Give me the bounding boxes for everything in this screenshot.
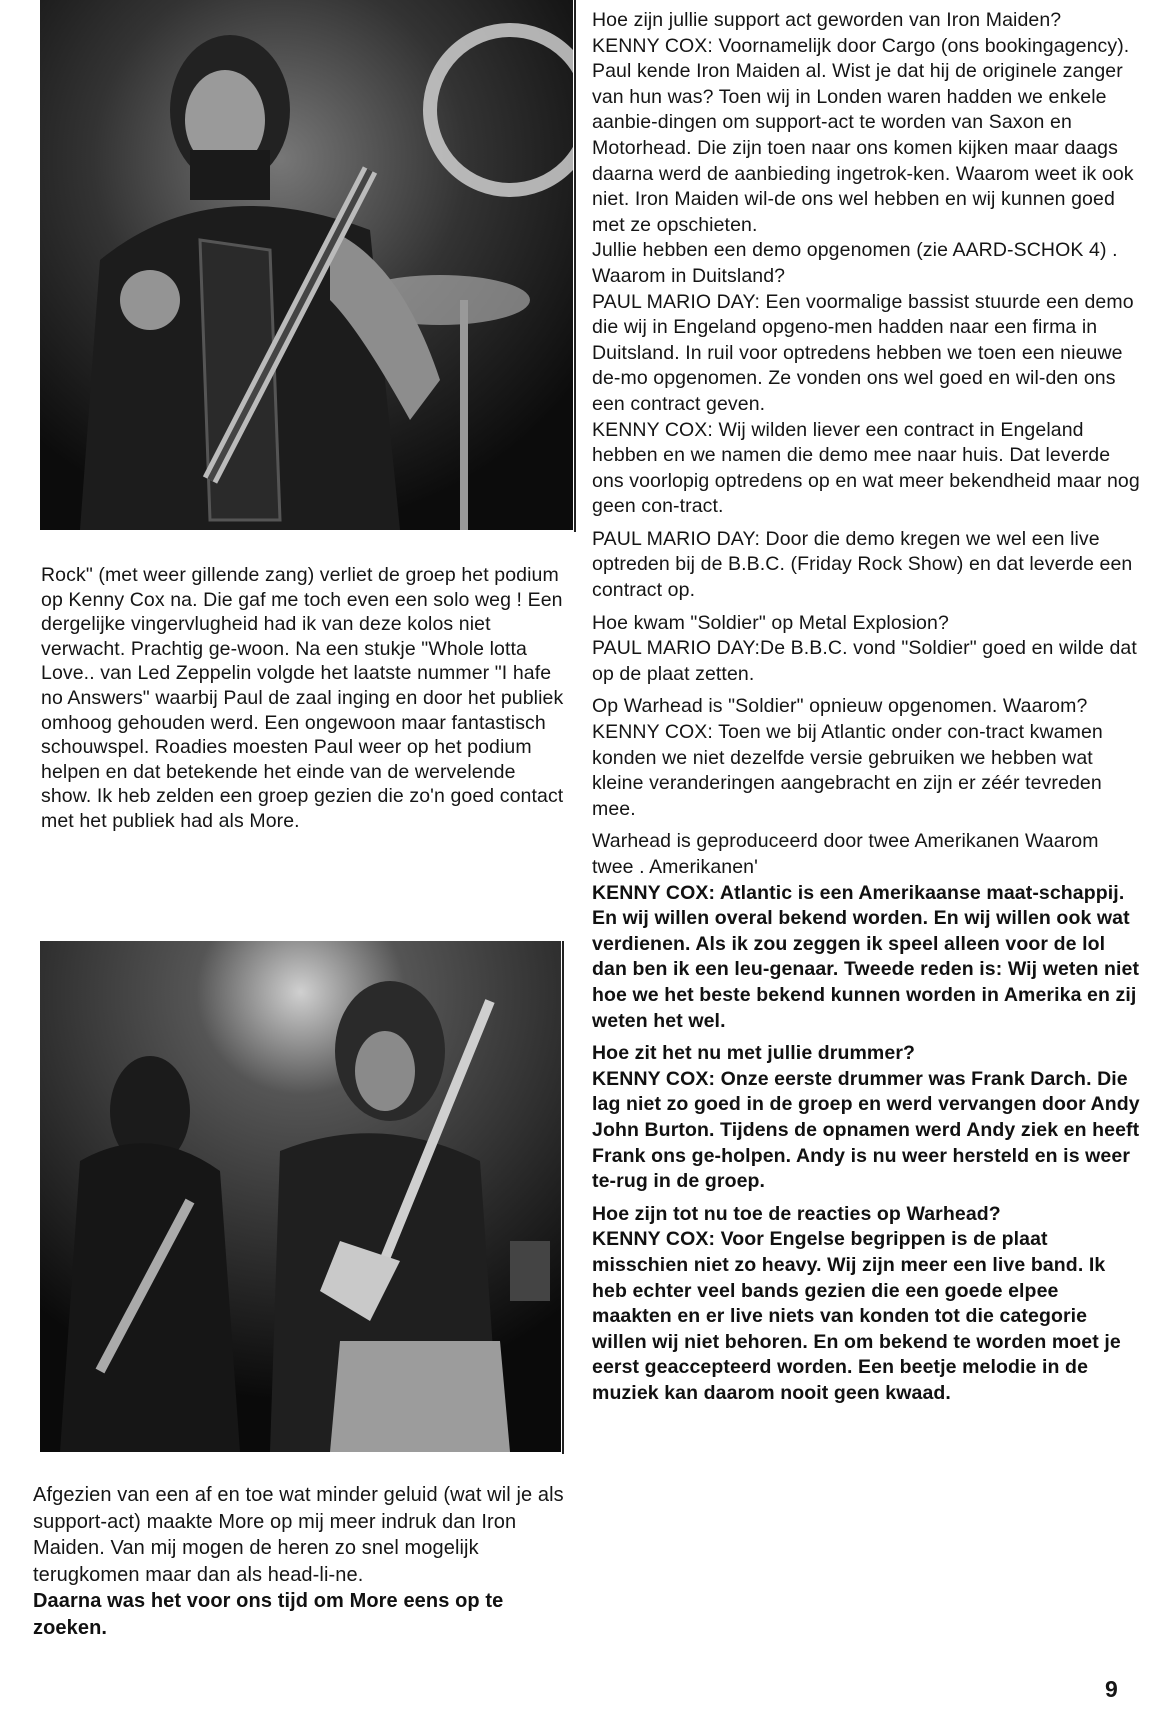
column-divider <box>574 0 576 532</box>
interview-question: Hoe zit het nu met jullie drummer? <box>592 1042 916 1065</box>
conclusion-closing-line: Daarna was het voor ons tijd om More eens op te zoeken. <box>33 1590 504 1639</box>
article-conclusion <box>33 1482 565 1641</box>
interview-answer: KENNY COX: Toen we bij Atlantic onder con-tract kwamen konden we niet dezelfde versie gebruiken we hebben wat kleine veranderingen aangebracht en zijn er zéér tevreden mee. <box>592 721 1103 820</box>
page-number: 9 <box>1105 1676 1118 1702</box>
article-paragraph-review <box>41 563 566 834</box>
conclusion-paragraph: Afgezien van een af en toe wat minder geluid (wat wil je als support-act) maakte More op mij meer indruk dan Iron Maiden. Van mij mogen de heren zo snel mogelijk terugkomen maar dan als head-li-ne. <box>33 1484 564 1586</box>
interview-question: Hoe kwam "Soldier" op Metal Explosion? <box>592 611 949 634</box>
interview-question: Jullie hebben een demo opgenomen (zie AARD-SCHOK 4) . Waarom in Duitsland? <box>592 239 1118 287</box>
interview-answer: PAUL MARIO DAY: Door die demo kregen we wel een live optreden bij de B.B.C. (Friday Rock Show) en dat leverde een contract op. <box>592 527 1133 602</box>
interview-answer: KENNY COX: Atlantic is een Amerikaanse maat-schappij. En wij willen overal bekend worden. En wij willen ook wat verdienen. Als ik zou zeggen ik speel alleen voor de lol dan ben ik een leu-genaar. Tweede reden is: Wij weten niet hoe we het beste bekend kunnen worden in Amerika en zij weten het wel. <box>592 881 1140 1032</box>
interview-question: Hoe zijn jullie support act geworden van Iron Maiden? <box>592 9 1062 31</box>
interview-column <box>592 8 1142 1406</box>
interview-question: Warhead is geproduceerd door twee Amerikanen Waarom twee . Amerikanen' <box>592 830 1099 878</box>
interview-answer: KENNY COX: Voornamelijk door Cargo (ons bookingagency). Paul kende Iron Maiden al. Wist je dat hij de originele zanger van hun was? Toen wij in Londen waren hadden we enkele aanbie-dingen om support-act te worden van Saxon en Motorhead. Die zijn toen naar ons komen kijken maar daags daarna werd de aanbieding ingetrok-ken. Waarom weet ik ook niet. Iron Maiden wil-de ons wel hebben en wij kunnen goed met ze opschieten. <box>592 34 1134 236</box>
interview-answer: KENNY COX: Onze eerste drummer was Frank Darch. Die lag niet zo goed in de groep en werd vervangen door Andy John Burton. Tijdens de opnamen werd Andy ziek en heeft Frank ons ge-holpen. Andy is nu weer hersteld en is weer te-rug in de groep. <box>592 1067 1140 1193</box>
photo-guitarists-illustration <box>40 941 561 1452</box>
interview-answer: KENNY COX: Wij wilden liever een contract in Engeland hebben en we namen die demo mee naar huis. Dat leverde ons voorlopig optredens op en wat meer bekendheid maar nog geen con-tract. <box>592 418 1140 518</box>
column-divider-bottom <box>562 941 564 1454</box>
interview-question: Op Warhead is "Soldier" opnieuw opgenomen. Waarom? <box>592 695 1088 718</box>
photo-guitarist-illustration <box>40 0 573 530</box>
review-text: Rock" (met weer gillende zang) verliet de groep het podium op Kenny Cox na. Die gaf me toch even een solo weg ! Een dergelijke vingervlugheid had ik van deze kolos niet verwacht. Prachtig ge-woon. Na een stukje "Whole lotta Love.. van Led Zeppelin volgde het laatste nummer "I hafe no Answers" waarbij Paul de zaal inging en door het publiek omhoog gehouden werd. Een ongewoon maar fantastisch schouwspel. Roadies moesten Paul weer op het podium helpen en dat betekende het einde van de wervelende show. Ik heb zelden een groep gezien die zo'n goed contact met het publiek had als More. <box>41 564 564 832</box>
concert-photo-guitarist <box>40 0 573 530</box>
concert-photo-two-guitarists <box>40 941 561 1452</box>
interview-answer: KENNY COX: Voor Engelse begrippen is de plaat misschien niet zo heavy. Wij zijn meer een live band. Ik heb echter veel bands gezien die een goede elpee maakten en er live niets van konden tot die categorie willen wij niet behoren. En om bekend te worden moet je eerst geaccepteerd worden. Een beetje melodie in de muziek kan daarom nooit geen kwaad. <box>592 1228 1121 1404</box>
interview-answer: PAUL MARIO DAY:De B.B.C. vond "Soldier" goed en wilde dat op de plaat zetten. <box>592 637 1137 685</box>
interview-question: Hoe zijn tot nu toe de reacties op Warhead? <box>592 1202 1001 1225</box>
interview-answer: PAUL MARIO DAY: Een voormalige bassist stuurde een demo die wij in Engeland opgeno-men hadden naar een firma in Duitsland. In ruil voor optredens hebben we toen een nieuwe de-mo opgenomen. Ze vonden ons wel goed en wil-den ons een contract geven. <box>592 290 1134 415</box>
